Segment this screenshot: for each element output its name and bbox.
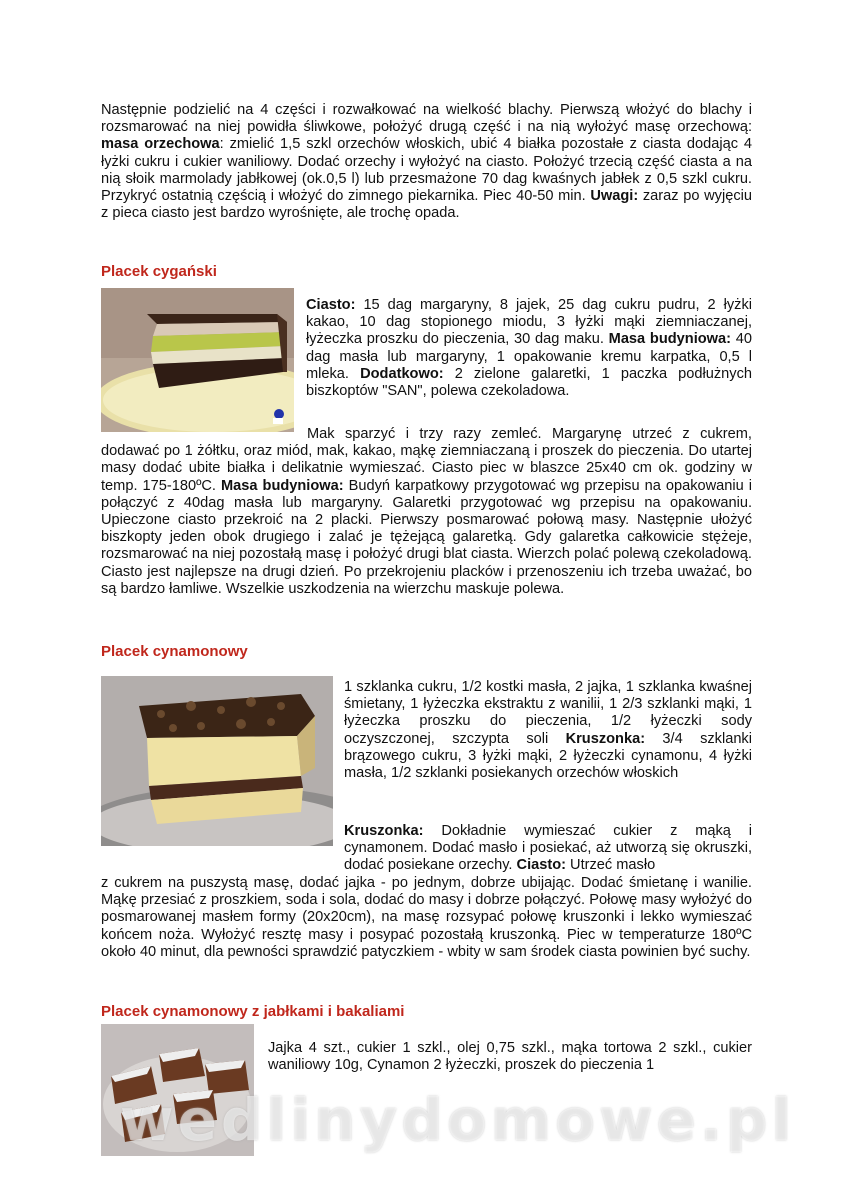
section-title-placek-cynamonowy-z-jablkami: Placek cynamonowy z jabłkami i bakaliami xyxy=(101,1003,405,1020)
cynamonowy-ingredients-1: 1 szklanka cukru, 1/2 kostki masła, 2 jajka, 1 szklanka kwaśnej śmietany, 1 łyżeczka ekstraktu z wanilii, 1 2/3 szklanki mąki, 1 łyżeczka proszku do pieczenia, 1/2 łyżeczki sody oczyszczonej, szczypta soli xyxy=(344,679,752,747)
ingredients-placek-cynamonowy xyxy=(344,679,752,782)
intro-text-2: : zmielić 1,5 szkl orzechów włoskich, ubić 4 białka pozostałe z ciasta dodając 4 łyżki cukru i cukier waniliowy. Dodać orzechy i wyłożyć na ciasto. Położyć trzecią część ciasta a na nią słoik marmolady jabłkowej (ok.0,5 l) lub przesmażone 70 dag kwaśnych jabłek z 0,5 szkl cukru. Przykryć ostatnią częścią i włożyć do zimnego piekarnika. Piec 40-50 min. xyxy=(101,136,752,205)
method-placek-cynamonowy-rest xyxy=(101,875,752,961)
label-kruszonka: Kruszonka: xyxy=(565,730,646,747)
label-ciasto: Ciasto: xyxy=(306,297,356,313)
photo-placek-cynamonowy xyxy=(101,676,333,846)
method-text-1: Mak sparzyć i trzy razy zemleć. Margarynę utrzeć z cukrem, dodawać po 1 żółtku, oraz miód, mak, kakao, mąkę ziemniaczaną i proszek do pieczenia. Do utartej masy dodać ubite białka i delikatnie wymieszać. Ciasto piec w blaszce 25x40 cm ok. godziny w temp. 175-180ºC. xyxy=(101,426,752,494)
ingredients-placek-cynamonowy-z-jablkami xyxy=(268,1040,752,1074)
section-title-placek-cynamonowy: Placek cynamonowy xyxy=(101,643,248,660)
method-text-2: Budyń karpatkowy przygotować wg przepisu na opakowaniu i połączyć z 40dag masła lub margaryny. Galaretki przygotować wg przepisu na opakowaniu. Upieczone ciasto przekroić na 2 placki. Pierwszy posmarować połową masy. Następnie ułożyć biszkopty jeden obok drugiego i zalać je tężejącą galaretką. Gdy galaretka całkowicie stężeje, rozsmarować na niej pozostałą masę i położyć drugi blat ciasta. Wierzch polać polewą czekoladową. Ciasto jest najlepsze na drugi dzień. Po przekrojeniu placków i przenoszeniu ich trzeba uważać, bo są bardzo łamliwe. Wszelkie uszkodzenia na wierzchu maskuje polewa. xyxy=(101,477,752,597)
jablka-ingredients: Jajka 4 szt., cukier 1 szkl., olej 0,75 szkl., mąka tortowa 2 szkl., cukier waniliowy 10g, Cynamon 2 łyżeczki, proszek do pieczenia 1 xyxy=(268,1040,752,1074)
intro-paragraph xyxy=(101,102,752,222)
intro-text-3: zaraz po wyjęciu z pieca ciasto jest bardzo wyrośnięte, ale trochę opada. xyxy=(101,188,752,222)
ciasto-method-start: Utrzeć masło xyxy=(566,857,656,874)
label-masa-budyniowa: Masa budyniowa: xyxy=(608,331,731,348)
dodatkowo-ingredients: 2 zielone galaretki, 1 paczka podłużnych biszkoptów "SAN", polewa czekoladowa. xyxy=(306,365,752,400)
masa-ingredients: 40 dag masła lub margaryny, 1 opakowanie kremu karpatka, 0,5 l mleka. xyxy=(306,331,752,382)
label-masa-budyniowa-2: Masa budyniowa: xyxy=(221,477,344,494)
intro-text-1: Następnie podzielić na 4 części i rozwałkować na wielkość blachy. Pierwszą włożyć do blachy i rozsmarować na niej powidła śliwkowe, położyć drugą część i na nią wyłożyć masę orzechową: xyxy=(101,102,752,136)
kruszonka-method: Dokładnie wymieszać cukier z mąką i cynamonem. Dodać masło i posiekać, aż utworzą się okruszki, dodać posiekane orzechy. xyxy=(344,823,752,874)
cake-layered-illustration xyxy=(101,288,294,432)
intro-bold-1: masa orzechowa xyxy=(101,136,220,153)
ciasto-method-rest: z cukrem na puszystą masę, dodać jajka - po jednym, dobrze ubijając. Dodać śmietanę i wanilie. Mąkę przesiać z proszkiem, soda i sola, dodać do masy i dobrze połączyć. Połowę masy wyłożyć do posmarowanej masłem formy (20x20cm), na masę rozsypać połowę kruszonki i lekko wymieszać końcem noża. Wyłożyć resztę masy i posypać pozostałą kruszonką. Piec w temperaturze 180ºC około 40 minut, dla pewności sprawdzić patyczkiem - wbity w sam środek ciasta powinien być suchy. xyxy=(101,875,752,960)
label-dodatkowo: Dodatkowo: xyxy=(360,365,444,382)
label-kruszonka-2: Kruszonka: xyxy=(344,823,424,839)
watermark-text: wedlinydomowe.pl xyxy=(120,1086,796,1154)
label-ciasto-2: Ciasto: xyxy=(516,857,566,874)
kruszonka-ingredients: 3/4 szklanki brązowego cukru, 3 łyżki mąki, 2 łyżeczki cynamonu, 4 łyżki masła, 1/2 szklanki posiekanych orzechów włoskich xyxy=(344,730,752,782)
photo-placek-cyganski xyxy=(101,288,294,432)
method-placek-cynamonowy-start xyxy=(344,823,752,875)
intro-bold-2: Uwagi: xyxy=(590,188,639,205)
crumb-cake-illustration xyxy=(101,676,333,846)
method-placek-cyganski xyxy=(101,426,752,598)
ciasto-ingredients: 15 dag margaryny, 8 jajek, 25 dag cukru pudru, 2 łyżki kakao, 10 dag stopionego miodu, 3 łyżki mąki ziemniaczanej, łyżeczka proszku do pieczenia, 30 dag maku. xyxy=(306,297,752,348)
ingredients-placek-cyganski xyxy=(306,297,752,400)
section-title-placek-cyganski: Placek cygański xyxy=(101,263,217,280)
